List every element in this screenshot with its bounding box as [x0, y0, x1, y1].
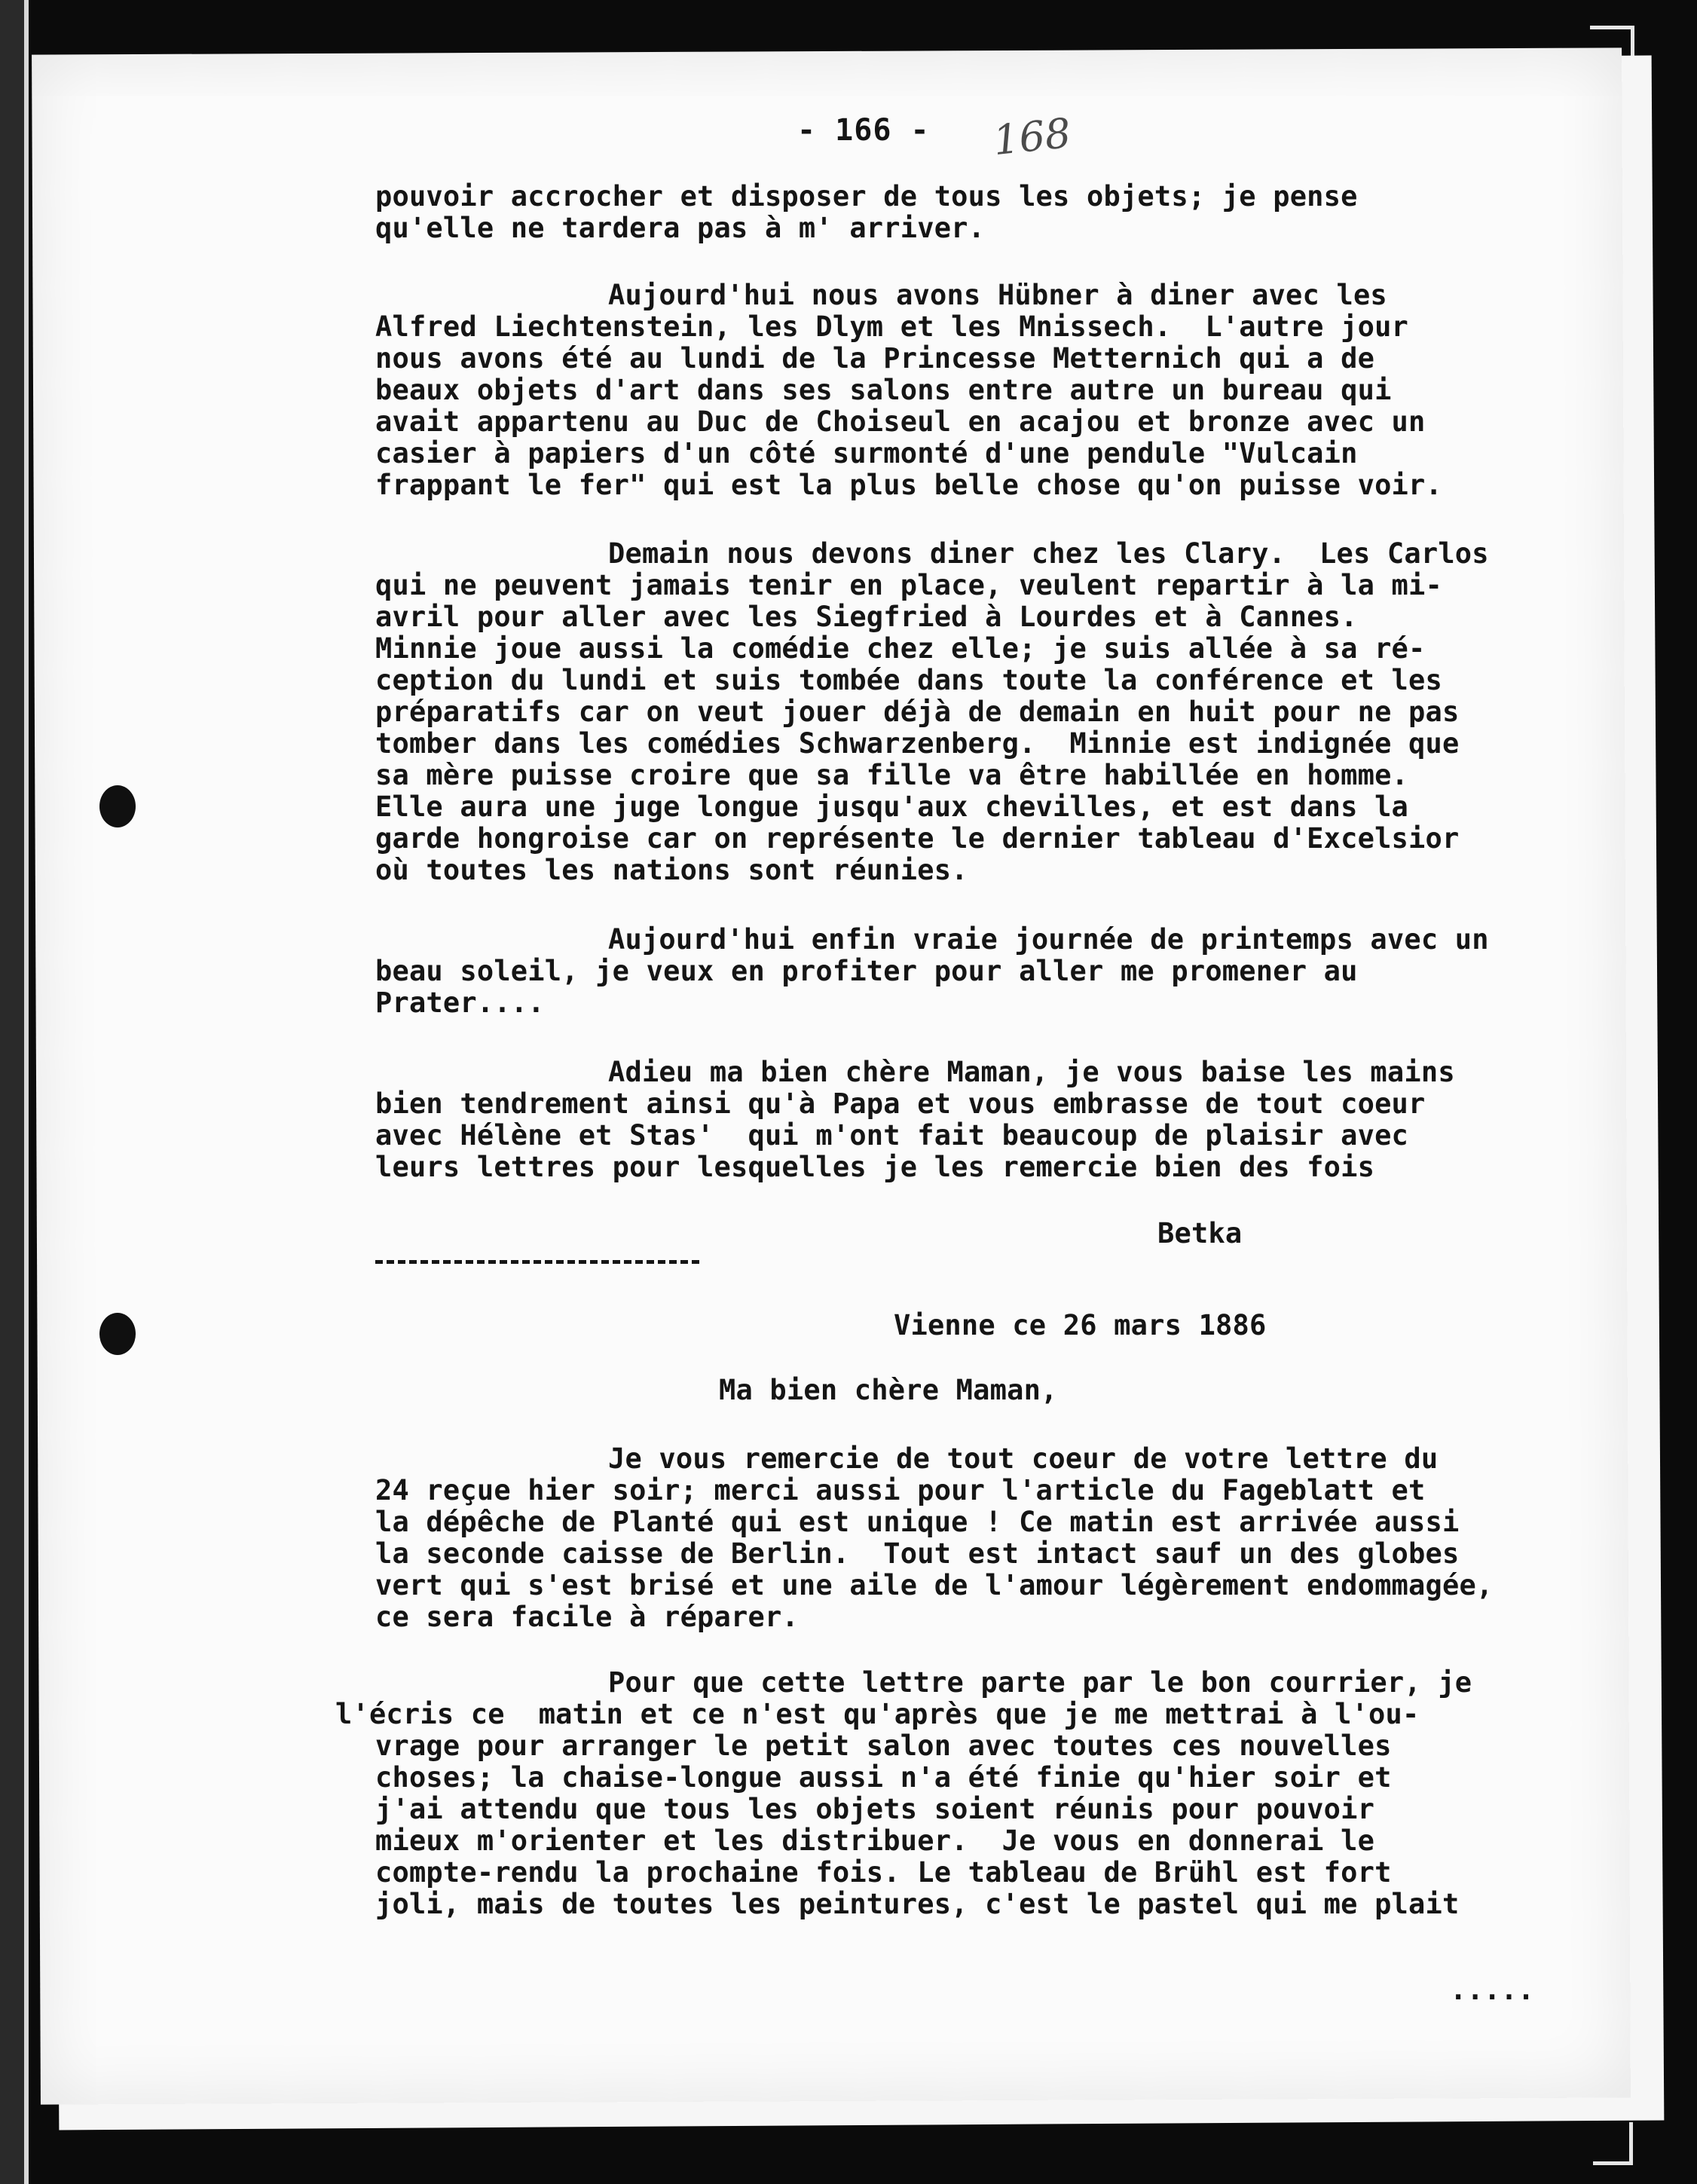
- letter-line: l'écris ce matin et ce n'est qu'après que je me mettrai à l'ou-: [335, 1698, 1420, 1730]
- letter-line: Adieu ma bien chère Maman, je vous baise les mains: [608, 1056, 1455, 1088]
- section-divider-dashes: [375, 1260, 699, 1264]
- handwritten-folio-number: 168: [990, 109, 1074, 165]
- letter-line: Elle aura une juge longue jusqu'aux chevilles, et est dans la: [375, 791, 1409, 823]
- letter-line: Demain nous devons diner chez les Clary. Les Carlos: [608, 537, 1489, 570]
- top-right-crop-mark-horizontal: [1590, 26, 1634, 29]
- letter-line: sa mère puisse croire que sa fille va être habillée en homme.: [375, 759, 1409, 791]
- letter-line: leurs lettres pour lesquelles je les remercie bien des fois: [375, 1151, 1375, 1183]
- letter-line: j'ai attendu que tous les objets soient réunis pour pouvoir: [375, 1793, 1375, 1825]
- letter-line: Pour que cette lettre parte par le bon courrier, je: [608, 1666, 1472, 1699]
- letter-line: bien tendrement ainsi qu'à Papa et vous embrasse de tout coeur: [375, 1087, 1426, 1120]
- letter-line: qu'elle ne tardera pas à m' arriver.: [375, 212, 986, 244]
- letter-line: frappant le fer" qui est la plus belle chose qu'on puisse voir.: [375, 469, 1442, 501]
- bottom-right-crop-mark-horizontal: [1593, 2161, 1632, 2165]
- letter-line: Minnie joue aussi la comédie chez elle; je suis allée à sa ré-: [375, 632, 1426, 665]
- continuation-dots: .....: [1450, 1974, 1535, 2006]
- letter-line: mieux m'orienter et les distribuer. Je vous en donnerai le: [375, 1825, 1375, 1857]
- letter-line: la seconde caisse de Berlin. Tout est intact sauf un des globes: [375, 1537, 1460, 1570]
- letter-line: joli, mais de toutes les peintures, c'est le pastel qui me plait: [375, 1888, 1460, 1920]
- letter-line: garde hongroise car on représente le dernier tableau d'Excelsior: [375, 822, 1460, 855]
- letter-line: beaux objets d'art dans ses salons entre autre un bureau qui: [375, 374, 1392, 406]
- letter-signature: Betka: [1157, 1217, 1243, 1250]
- letter-line: Aujourd'hui enfin vraie journée de printemps avec un: [608, 923, 1489, 956]
- letter-line: préparatifs car on veut jouer déjà de demain en huit pour ne pas: [375, 696, 1460, 728]
- letter-line: tomber dans les comédies Schwarzenberg. Minnie est indignée que: [375, 727, 1460, 760]
- letter-line: 24 reçue hier soir; merci aussi pour l'article du Fageblatt et: [375, 1474, 1426, 1506]
- letter-line: compte-rendu la prochaine fois. Le tableau de Brühl est fort: [375, 1856, 1392, 1889]
- letter-line: Aujourd'hui nous avons Hübner à diner avec les: [608, 279, 1387, 311]
- letter-line: avait appartenu au Duc de Choiseul en acajou et bronze avec un: [375, 405, 1426, 438]
- letter-line: pouvoir accrocher et disposer de tous les objets; je pense: [375, 180, 1358, 213]
- page-number: - 166 -: [797, 113, 930, 148]
- punch-hole-lower: [99, 1313, 136, 1355]
- letter-line: Alfred Liechtenstein, les Dlym et les Mnissech. L'autre jour: [375, 310, 1409, 343]
- letter-line: avec Hélène et Stas' qui m'ont fait beaucoup de plaisir avec: [375, 1119, 1409, 1152]
- letter-line: nous avons été au lundi de la Princesse Metternich qui a de: [375, 342, 1375, 375]
- bottom-right-crop-mark-vertical: [1629, 2122, 1633, 2165]
- letter-line: casier à papiers d'un côté surmonté d'une pendule "Vulcain: [375, 437, 1358, 470]
- letter-dateline: Vienne ce 26 mars 1886: [894, 1309, 1267, 1341]
- letter-line: beau soleil, je veux en profiter pour aller me promener au: [375, 955, 1358, 987]
- letter-line: ce sera facile à réparer.: [375, 1601, 799, 1633]
- letter-line: ception du lundi et suis tombée dans toute la conférence et les: [375, 664, 1442, 696]
- letter-salutation: Ma bien chère Maman,: [719, 1374, 1058, 1406]
- letter-line: où toutes les nations sont réunies.: [375, 854, 968, 886]
- letter-line: vrage pour arranger le petit salon avec toutes ces nouvelles: [375, 1730, 1392, 1762]
- letter-line: la dépêche de Planté qui est unique ! Ce matin est arrivée aussi: [375, 1506, 1460, 1538]
- scan-left-edge: [0, 0, 29, 2184]
- letter-line: Je vous remercie de tout coeur de votre lettre du: [608, 1442, 1439, 1475]
- letter-line: Prater....: [375, 986, 545, 1019]
- letter-line: vert qui s'est brisé et une aile de l'amour légèrement endommagée,: [375, 1569, 1494, 1601]
- letter-line: choses; la chaise-longue aussi n'a été finie qu'hier soir et: [375, 1761, 1392, 1794]
- letter-line: qui ne peuvent jamais tenir en place, veulent repartir à la mi-: [375, 569, 1442, 601]
- letter-line: avril pour aller avec les Siegfried à Lourdes et à Cannes.: [375, 601, 1358, 633]
- punch-hole-upper: [99, 785, 136, 827]
